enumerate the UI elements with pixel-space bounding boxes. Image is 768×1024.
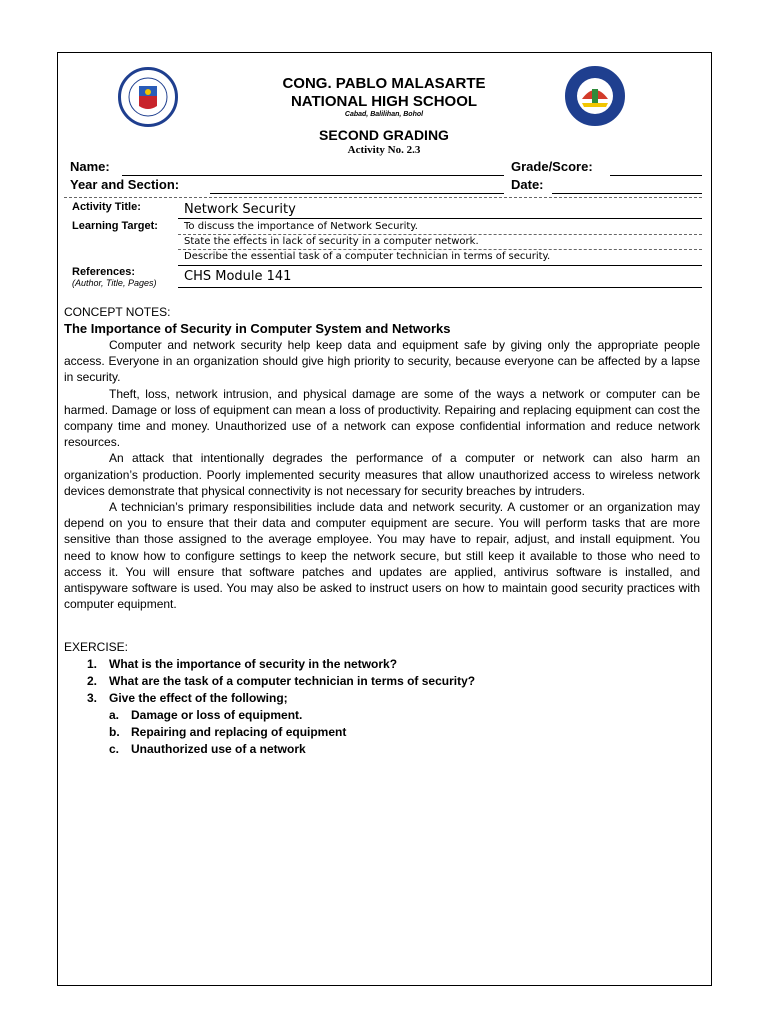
name-field[interactable] (122, 175, 504, 176)
grade-label: Grade/Score: (511, 159, 593, 174)
concept-body (64, 337, 700, 612)
name-label: Name: (70, 159, 110, 174)
exercise-number: 3. (87, 691, 98, 705)
grade-field[interactable] (610, 175, 702, 176)
school-name-line1: CONG. PABLO MALASARTE (282, 75, 486, 92)
learning-target-3: Describe the essential task of a computer technician in terms of security. (184, 251, 551, 262)
date-field[interactable] (552, 193, 702, 194)
activity-title-value: Network Security (184, 202, 296, 217)
exercise-item-2: What are the task of a computer technician in terms of security? (109, 674, 476, 688)
exercise-subitem-b: Repairing and replacing of equipment (131, 725, 347, 739)
target-line-1 (178, 234, 702, 235)
subitem-letter: b. (109, 725, 120, 739)
exercise-item-3: Give the effect of the following; (109, 691, 288, 705)
activity-title-label: Activity Title: (72, 201, 141, 213)
exercise-number: 2. (87, 674, 98, 688)
learning-target-label: Learning Target: (72, 220, 158, 232)
subitem-letter: c. (109, 742, 120, 756)
concept-notes-heading: CONCEPT NOTES: (64, 305, 171, 319)
exercise-subitem-c: Unauthorized use of a network (131, 742, 306, 756)
references-value: CHS Module 141 (184, 269, 292, 284)
references-sublabel: (Author, Title, Pages) (72, 278, 157, 288)
date-label: Date: (511, 177, 544, 192)
learning-target-1: To discuss the importance of Network Security. (184, 221, 418, 232)
exercise-subitem-a: Damage or loss of equipment. (131, 708, 303, 722)
subitem-letter: a. (109, 708, 120, 722)
exercise-number: 1. (87, 657, 98, 671)
grading-period: SECOND GRADING (319, 127, 449, 143)
school-address: Cabad, Balilihan, Bohol (344, 111, 424, 118)
target-line-3 (178, 265, 702, 266)
section-title: The Importance of Security in Computer System and Networks (64, 321, 451, 336)
school-name-line2: NATIONAL HIGH SCHOOL (290, 93, 478, 110)
exercise-heading: EXERCISE: (64, 640, 129, 654)
exercise-item-1: What is the importance of security in the network? (109, 657, 398, 671)
paragraph-2: Theft, loss, network intrusion, and physical damage are some of the ways a network or computer can be harmed. Damage or loss of equipment can mean a loss of productivity. Repairing and replacing equipment can cost the company time and money. Unauthorized use of a network can expose confidential information and reduce network resources. (64, 386, 700, 450)
paragraph-3: An attack that intentionally degrades the performance of a computer or network can also harm an organization’s production. Poorly implemented security measures that allow unauthorized access to wireless network devices demonstrate that physical connectivity is not necessary for security breaches by intruders. (64, 451, 700, 498)
target-line-2 (178, 249, 702, 250)
references-label: References: (72, 266, 135, 278)
activity-title-line (178, 218, 702, 219)
year-section-label: Year and Section: (70, 177, 180, 192)
divider (64, 197, 702, 198)
references-line (178, 287, 702, 288)
activity-number: Activity No. 2.3 (347, 144, 421, 156)
learning-target-2: State the effects in lack of security in a computer network. (184, 236, 479, 247)
paragraph-1: Computer and network security help keep data and equipment safe by giving only the appropriate people access. Everyone in an organization should give high priority to security, because everyone can be affected by a lapse in security. (64, 338, 700, 385)
year-section-field[interactable] (210, 193, 504, 194)
paragraph-4: A technician’s primary responsibilities include data and network security. A customer or an organization may depend on you to ensure that their data and computer equipment are secure. You will perform tasks that are more sensitive than those assigned to the average employee. You may have to repair, adjust, and install equipment. You need to know how to configure settings to keep the network secure, but still keep it available to those who need to access it. You will ensure that software patches and updates are applied, antivirus software is installed, and antispyware software is used. You may also be asked to instruct users on how to maintain good security practices with computer equipment. (64, 500, 700, 612)
